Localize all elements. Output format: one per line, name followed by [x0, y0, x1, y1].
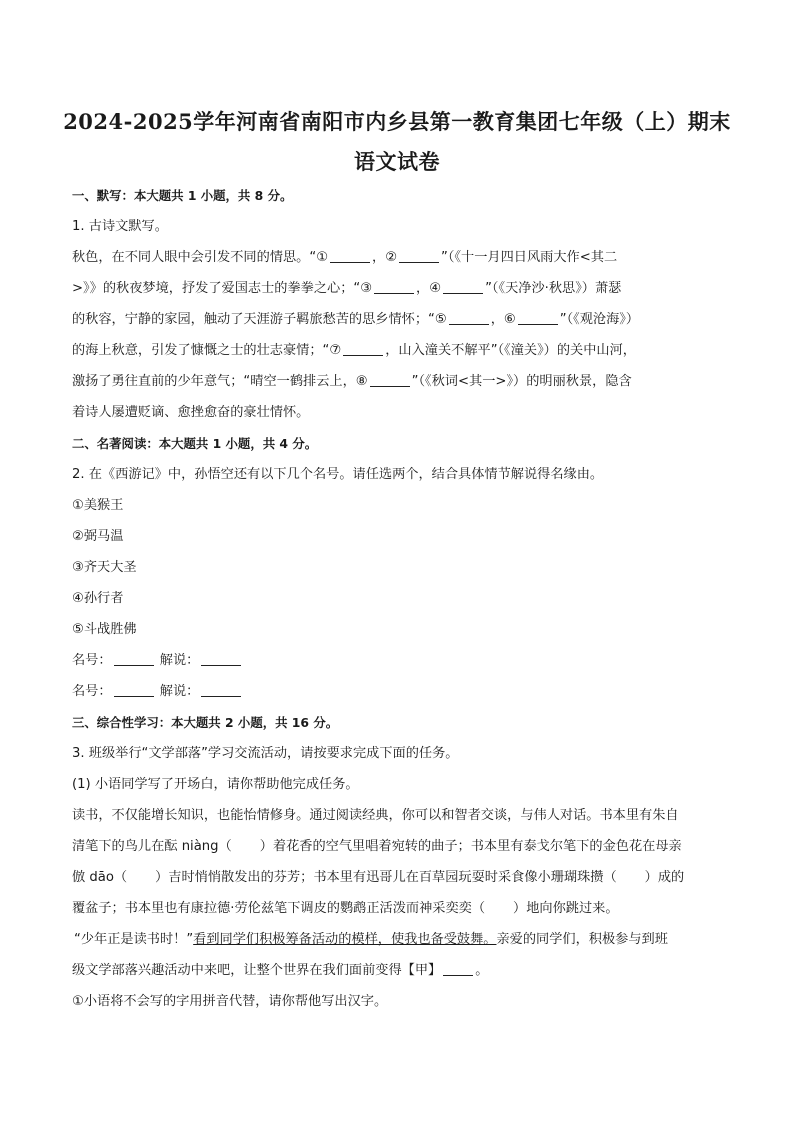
section3-heading: 三、综合性学习：本大题共 2 小题，共 16 分。 [72, 715, 339, 730]
q1-line5: 激扬了勇往直前的少年意气；“晴空一鹤排云上，⑧ ”（《秋词<其一>》）的明丽秋景，隐含 [72, 374, 632, 389]
q1-line1: 秋色，在不同人眼中会引发不同的情思。“① ，② ”（《十一月四日风雨大作<其二 [72, 250, 618, 265]
q2-answer-row-2: 名号： 解说： [72, 682, 732, 702]
underlined-sentence: 看到同学们积极筹备活动的模样，使我也备受鼓舞。 [193, 932, 497, 947]
q3-passage-line6: 级文学部落兴趣活动中来吧，让整个世界在我们面前变得【甲】 。 [72, 963, 489, 978]
q3-sub1: (1) 小语同学写了开场白，请你帮助他完成任务。 [72, 777, 359, 792]
explain-blank-1[interactable] [201, 651, 241, 666]
q3-passage-line5: “少年正是读书时！”看到同学们积极筹备活动的模样，使我也备受鼓舞。亲爱的同学们，积极参与到班 [74, 932, 668, 947]
q2-stem: 2. 在《西游记》中，孙悟空还有以下几个名号。请任选两个，结合具体情节解说得名缘由。 [72, 467, 604, 482]
q1-line2: >》》的秋夜梦境，抒发了爱国志士的拳拳之心；“③ ，④ ”（《天净沙·秋思》）萧瑟 [72, 281, 622, 296]
q2-option-5: ⑤斗战胜佛 [72, 622, 137, 637]
blank-5[interactable] [449, 310, 489, 325]
q1-stem: 1. 古诗文默写。 [72, 219, 168, 234]
q2-option-3: ③齐天大圣 [72, 560, 137, 575]
blank-3[interactable] [374, 279, 414, 294]
blank-8[interactable] [370, 372, 410, 387]
blank-2[interactable] [399, 248, 439, 263]
q2-option-1: ①美猴王 [72, 498, 124, 513]
q3-task1: ①小语将不会写的字用拼音代替，请你帮他写出汉字。 [72, 994, 388, 1009]
name-blank-2[interactable] [114, 682, 154, 697]
q1-line3: 的秋容，宁静的家园，触动了天涯游子羁旅愁苦的思乡情怀；“⑤ ，⑥ ”（《观沧海》） [72, 312, 640, 327]
section1-heading: 一、默写：本大题共 1 小题，共 8 分。 [72, 188, 293, 203]
q1-line6: 着诗人屡遭贬谪、愈挫愈奋的豪壮情怀。 [72, 405, 310, 420]
q2-answer-row-1: 名号： 解说： [72, 651, 732, 671]
blank-6[interactable] [518, 310, 558, 325]
q2-option-2: ②弼马温 [72, 529, 124, 544]
explain-blank-2[interactable] [201, 682, 241, 697]
blank-1[interactable] [330, 248, 370, 263]
q3-passage-line1: 读书，不仅能增长知识，也能怡情修身。通过阅读经典，你可以和智者交谈，与伟人对话。书本里有朱自 [72, 808, 679, 823]
section2-heading: 二、名著阅读：本大题共 1 小题，共 4 分。 [72, 436, 318, 451]
q3-passage-line2: 清笔下的鸟儿在酝 niàng（ ）着花香的空气里唱着宛转的曲子；书本里有泰戈尔笔下的金色花在母亲 [72, 839, 682, 854]
q2-option-4: ④孙行者 [72, 591, 124, 606]
name-blank-1[interactable] [114, 651, 154, 666]
q1-line4: 的海上秋意，引发了慷慨之士的壮志豪情；“⑦ ，山入潼关不解平”（《潼关》）的关中山河， [72, 343, 636, 358]
blank-4[interactable] [443, 279, 483, 294]
q3-passage-line3: 倣 dāo（ ）吉时悄悄散发出的芬芳；书本里有迅哥儿在百草园玩耍时采食像小珊瑚珠攒（ ）成的 [72, 870, 685, 885]
blank-jia[interactable] [443, 961, 473, 976]
exam-title-line2: 语文试卷 [354, 149, 440, 174]
blank-7[interactable] [343, 341, 383, 356]
exam-title-line1: 2024-2025学年河南省南阳市内乡县第一教育集团七年级（上）期末 [63, 109, 731, 134]
q3-passage-line4: 覆盆子；书本里也有康拉德·劳伦兹笔下调皮的鹦鹉正活泼而神采奕奕（ ）地向你跳过来。 [72, 901, 619, 916]
q3-stem: 3. 班级举行“文学部落”学习交流活动，请按要求完成下面的任务。 [72, 746, 459, 761]
